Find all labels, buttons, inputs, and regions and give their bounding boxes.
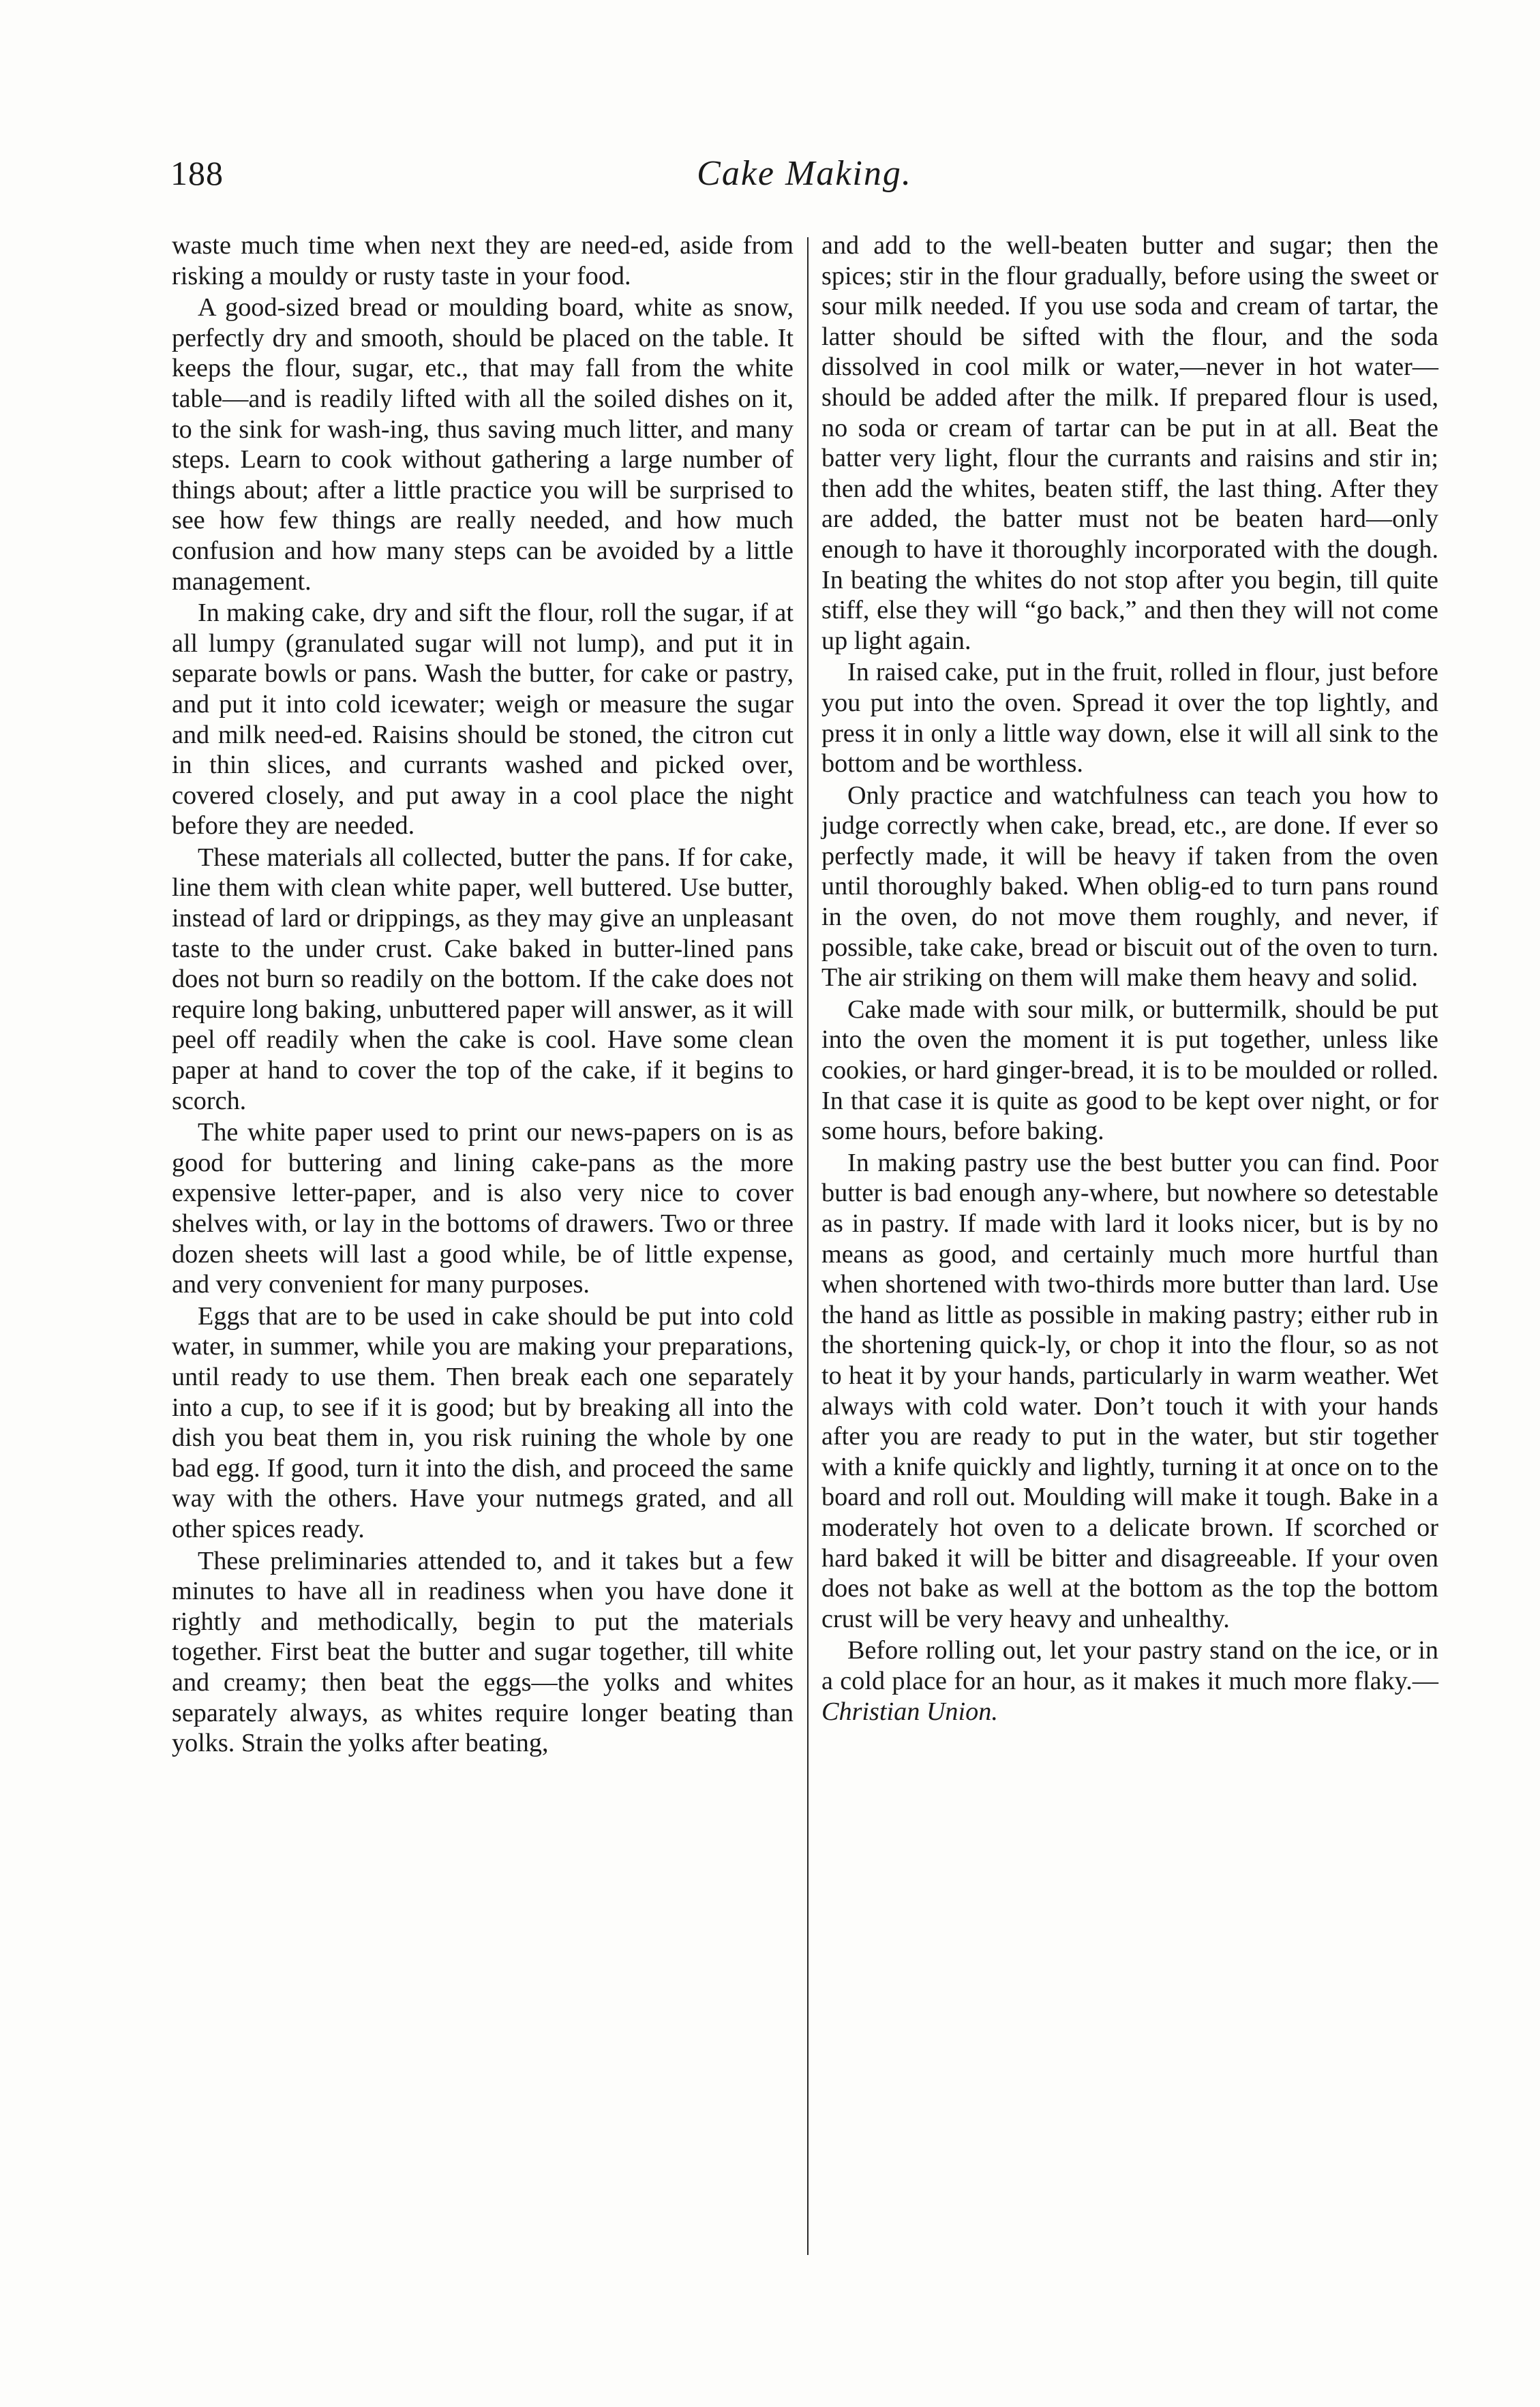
paragraph: In raised cake, put in the fruit, rolled in flour, just before you put into the oven. Spread it over the top lightly, and press it in only a little way down, else it will all sink to the bottom and be worthless.: [821, 658, 1438, 778]
paragraph: A good-sized bread or moulding board, white as snow, perfectly dry and smooth, should be placed on the table. It keeps the flour, sugar, etc., that may fall from the white table—and is readily lifted with all the soiled dishes on it, to the sink for wash-ing, thus saving much litter, and many steps. Learn to cook without gathering a large number of things about; after a little practice you will be surprised to see how few things are really needed, and how much confusion and how many steps can be avoided by a little management.: [172, 293, 794, 596]
paragraph: These preliminaries attended to, and it takes but a few minutes to have all in readiness when you have done it rightly and methodically, begin to put the materials together. First beat the butter and sugar together, till white and creamy; then beat the eggs—the yolks and whites separately always, as whites require longer beating than yolks. Strain the yolks after beating,: [172, 1546, 794, 1758]
paragraph: In making cake, dry and sift the flour, roll the sugar, if at all lumpy (granulated sugar will not lump), and put it in separate bowls or pans. Wash the butter, for cake or pastry, and put it into cold icewater; weigh or measure the sugar and milk need-ed. Raisins should be stoned, the citron cut in thin slices, and currants washed and picked over, covered closely, and put away in a cool place the night before they are needed.: [172, 599, 794, 841]
source-credit: Christian Union.: [821, 1697, 998, 1726]
paragraph: In making pastry use the best butter you can find. Poor butter is bad enough any-where, but nowhere so detestable as in pastry. If made with lard it looks nicer, but is by no means as good, and certainly much more hurtful than when shortened with two-thirds more butter than lard. Use the hand as little as possible in making pastry; either rub in the shortening quick-ly, or chop it into the flour, so as not to heat it by your hands, particularly in warm weather. Wet always with cold water. Don’t touch it with your hands after you are ready to put in the water, but stir together with a knife quickly and lightly, turning it at once on to the board and roll out. Moulding will make it tough. Bake in a moderately hot oven to a delicate brown. If scorched or hard baked it will be bitter and disagreeable. If your oven does not bake as well at the bottom as the top the bottom crust will be very heavy and unhealthy.: [821, 1148, 1438, 1633]
right-column: [821, 230, 1438, 1728]
paragraph: waste much time when next they are need-ed, aside from risking a mouldy or rusty taste in your food.: [172, 231, 794, 290]
column-divider: [807, 237, 809, 2255]
page-header: [170, 153, 1438, 208]
paragraph: Only practice and watchfulness can teach you how to judge correctly when cake, bread, etc., are done. If ever so perfectly made, it will be heavy if taken from the oven until thoroughly baked. When oblig-ed to turn pans round in the oven, do not move them roughly, and never, if possible, take cake, bread or biscuit out of the oven to turn. The air striking on them will make them heavy and solid.: [821, 781, 1438, 993]
running-title: Cake Making.: [697, 154, 912, 193]
paragraph: The white paper used to print our news-papers on is as good for buttering and lining cake-pans as the more expensive letter-paper, and is also very nice to cover shelves with, or lay in the bottoms of drawers. Two or three dozen sheets will last a good while, be of little expense, and very convenient for many purposes.: [172, 1118, 794, 1299]
left-column: [172, 230, 794, 1760]
page-number: 188: [170, 154, 224, 192]
paragraph: These materials all collected, butter the pans. If for cake, line them with clean white paper, well buttered. Use butter, instead of lard or drippings, as they may give an unpleasant taste to the under crust. Cake baked in butter-lined pans does not burn so readily on the bottom. If the cake does not require long baking, unbuttered paper will answer, as it will peel off readily when the cake is cool. Have some clean paper at hand to cover the top of the cake, if it begins to scorch.: [172, 843, 794, 1115]
paragraph: and add to the well-beaten butter and sugar; then the spices; stir in the flour gradually, before using the sweet or sour milk needed. If you use soda and cream of tartar, the latter should be sifted with the flour, and the soda dissolved in cool milk or water,—never in hot water—should be added after the milk. If prepared flour is used, no soda or cream of tartar can be put in at all. Beat the batter very light, flour the currants and raisins and stir in; then add the whites, beaten stiff, the last thing. After they are added, the batter must not be beaten hard—only enough to have it thoroughly incorporated with the dough. In beating the whites do not stop after you begin, till quite stiff, else they will “go back,” and then they will not come up light again.: [821, 231, 1438, 655]
paragraph: Cake made with sour milk, or buttermilk, should be put into the oven the moment it is put together, unless like cookies, or hard ginger-bread, it is to be moulded or rolled. In that case it is quite as good to be kept over night, or for some hours, before baking.: [821, 995, 1438, 1146]
paragraph-text: Before rolling out, let your pastry stand on the ice, or in a cold place for an hour, as it makes it much more flaky.—: [821, 1636, 1438, 1695]
paragraph-final: [821, 1635, 1438, 1727]
paragraph: Eggs that are to be used in cake should be put into cold water, in summer, while you are making your preparations, until ready to use them. Then break each one separately into a cup, to see if it is good; but by breaking all into the dish you beat them in, you risk ruining the whole by one bad egg. If good, turn it into the dish, and proceed the same way with the others. Have your nutmegs grated, and all other spices ready.: [172, 1301, 794, 1543]
